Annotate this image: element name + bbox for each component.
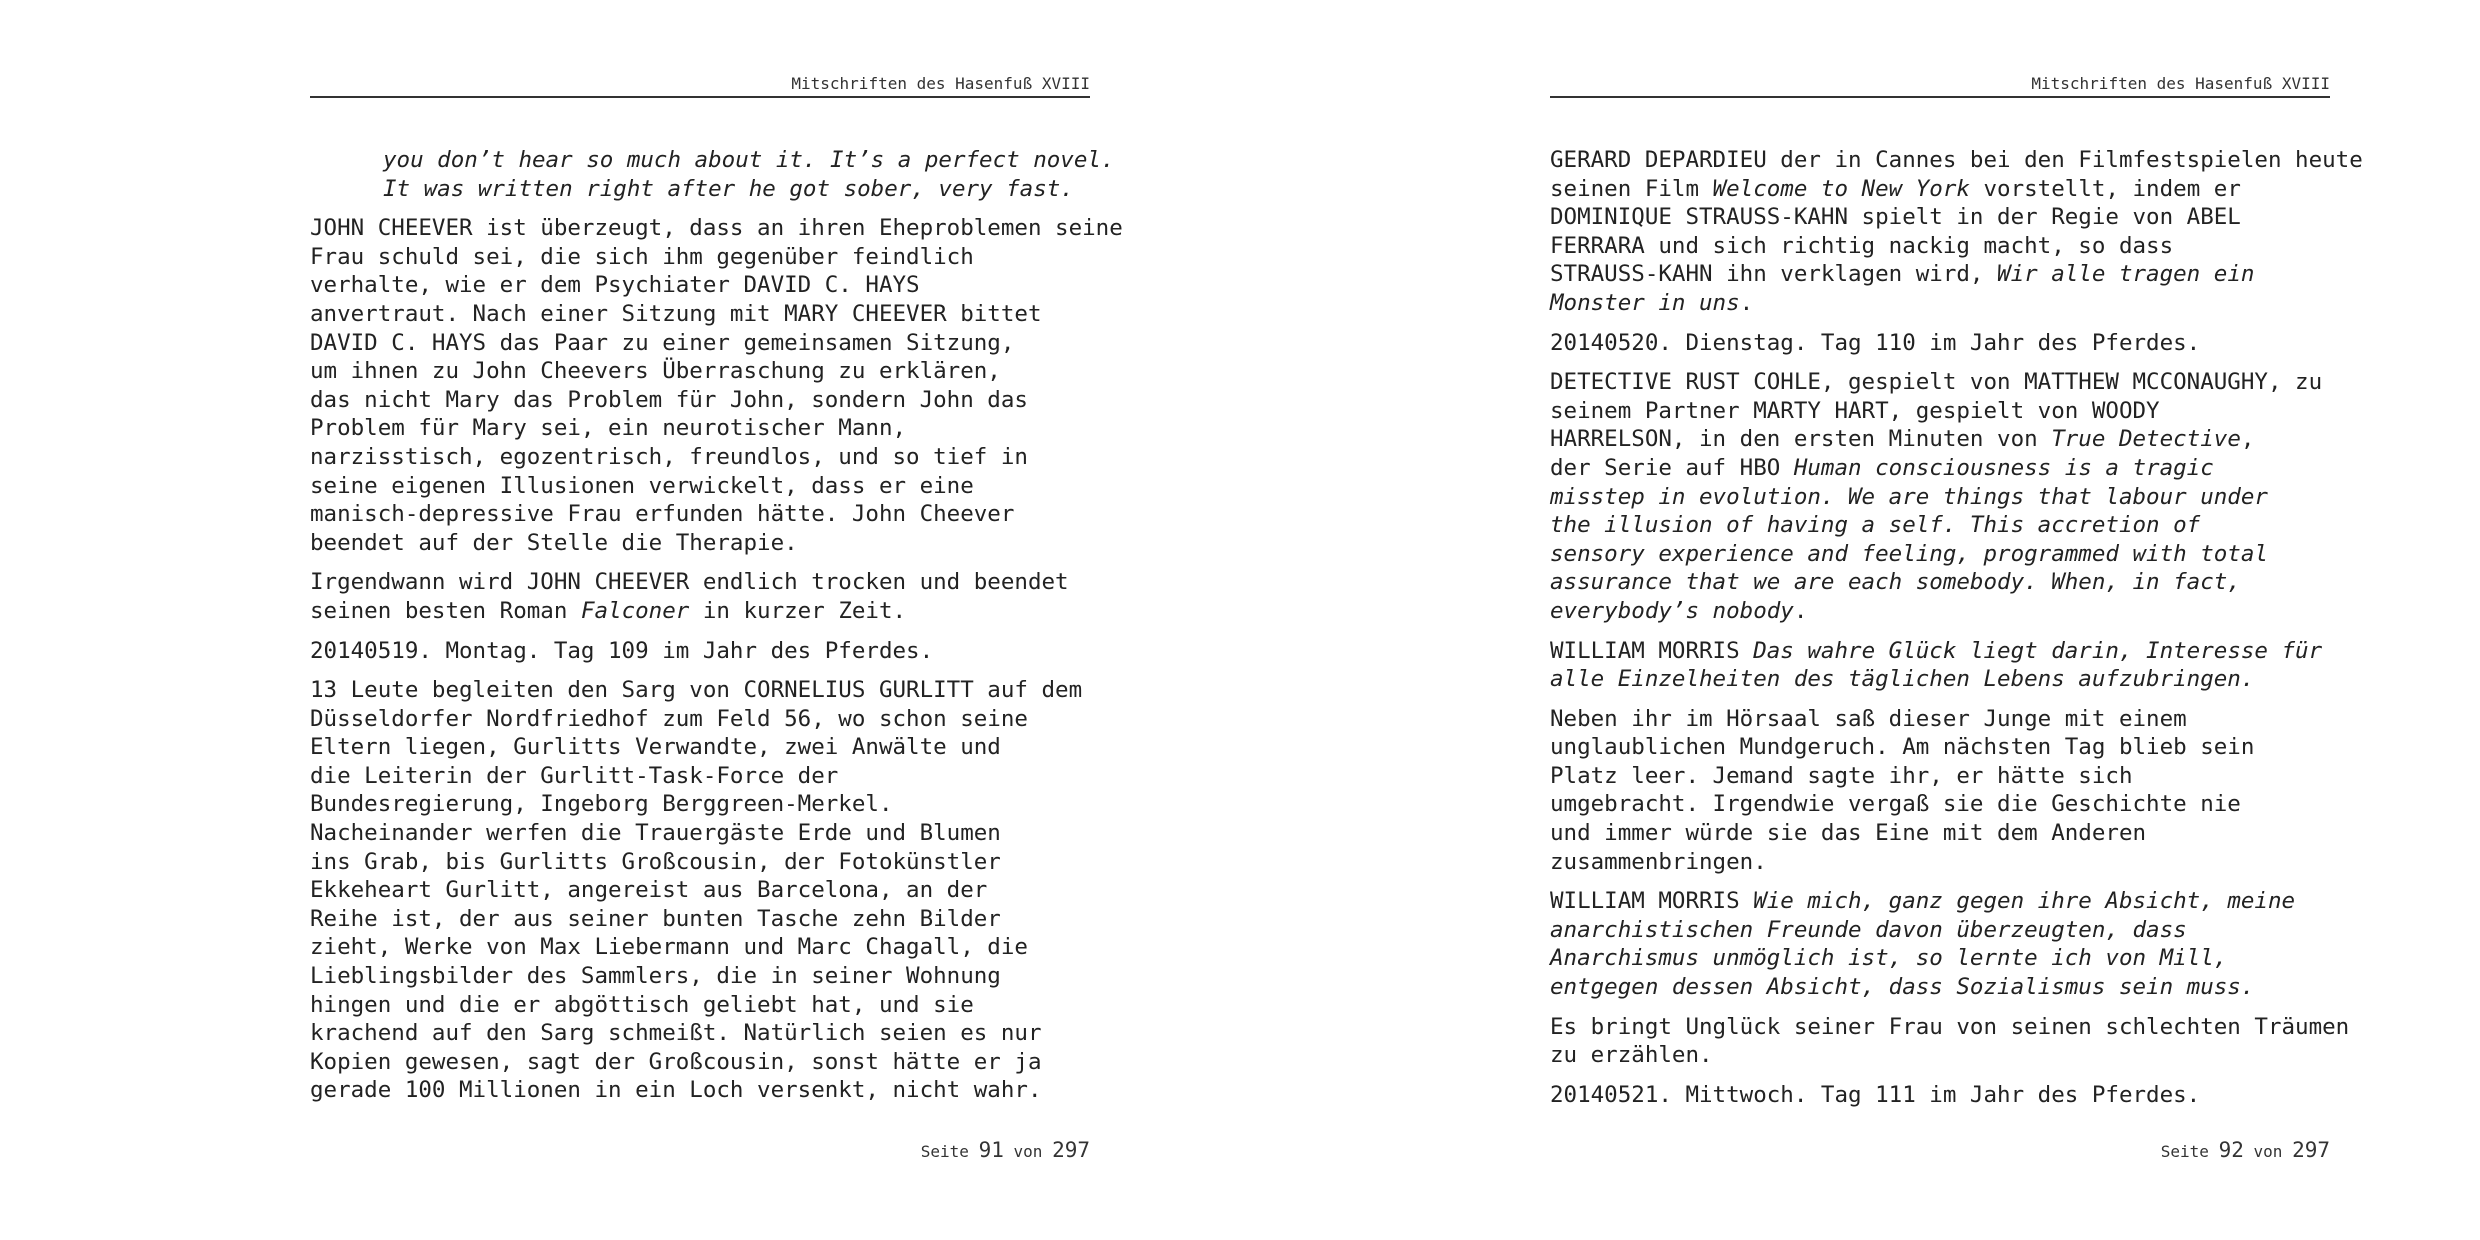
- text-line: zusammenbringen.: [1550, 848, 1767, 875]
- paragraph-cheever-falconer: [310, 568, 1090, 625]
- text-line: [1550, 260, 2330, 289]
- text-segment: .: [1793, 597, 1808, 624]
- paragraph-true-detective: [1550, 368, 2330, 625]
- text-line: [1550, 597, 2330, 626]
- text-segment: ,: [2240, 426, 2255, 453]
- quote-segment: Wie mich, ganz gegen ihre Absicht, meine: [1753, 888, 2296, 915]
- text-line: Reihe ist, der aus seiner bunten Tasche zehn Bilder: [310, 905, 1001, 932]
- text-line: 20140519. Montag. Tag 109 im Jahr des Pferdes.: [310, 637, 934, 664]
- book-title: Falconer: [580, 597, 690, 624]
- page-number-total: 297: [2292, 1138, 2330, 1162]
- text-line: the illusion of having a self. This accretion of: [1550, 512, 2201, 539]
- text-line: entgegen dessen Absicht, dass Sozialismus sein muss.: [1550, 974, 2255, 1001]
- text-line: DAVID C. HAYS das Paar zu einer gemeinsamen Sitzung,: [310, 329, 1015, 356]
- quote-segment: everybody’s nobody: [1550, 597, 1794, 624]
- text-line: you don’t hear so much about it. It’s a perfect novel.: [383, 147, 1115, 173]
- text-line: Frau schuld sei, die sich ihm gegenüber feindlich: [310, 243, 974, 270]
- text-line: [1550, 887, 2330, 916]
- text-segment: HARRELSON, in den ersten Minuten von: [1550, 426, 2052, 453]
- text-line: hingen und die er abgöttisch geliebt hat, und sie: [310, 991, 974, 1018]
- text-line: Ekkeheart Gurlitt, angereist aus Barcelona, an der: [310, 877, 988, 904]
- text-line: sensory experience and feeling, programmed with total: [1550, 540, 2268, 567]
- text-line: 20140521. Mittwoch. Tag 111 im Jahr des Pferdes.: [1550, 1081, 2201, 1108]
- text-line: ins Grab, bis Gurlitts Großcousin, der Fotokünstler: [310, 848, 1001, 875]
- quote-segment: Das wahre Glück liegt darin, Interesse für: [1753, 637, 2323, 664]
- text-line: gerade 100 Millionen in ein Loch versenkt, nicht wahr.: [310, 1077, 1042, 1104]
- page-number-current: 92: [2218, 1138, 2244, 1162]
- text-line: unglaublichen Mundgeruch. Am nächsten Tag blieb sein: [1550, 734, 2255, 761]
- date-heading: [1550, 1081, 2330, 1110]
- page-body: [1550, 146, 2363, 1120]
- text-line: Irgendwann wird JOHN CHEEVER endlich trocken und beendet: [310, 569, 1069, 596]
- text-line: Neben ihr im Hörsaal saß dieser Junge mit einem: [1550, 705, 2187, 732]
- text-line: seine eigenen Illusionen verwickelt, dass er eine: [310, 472, 974, 499]
- text-line: JOHN CHEEVER ist überzeugt, dass an ihren Eheproblemen seine: [310, 215, 1123, 242]
- text-line: Problem für Mary sei, ein neurotischer Mann,: [310, 415, 907, 442]
- running-head: [310, 74, 1090, 98]
- text-line: anarchistischen Freunde davon überzeugten, dass: [1550, 916, 2187, 943]
- running-head-text: Mitschriften des Hasenfuß XVIII: [791, 74, 1090, 93]
- text-segment: vorstellt, indem er: [1969, 175, 2241, 202]
- paragraph-continued-quote: [310, 146, 1115, 203]
- text-line: Nacheinander werfen die Trauergäste Erde und Blumen: [310, 820, 1001, 847]
- page-body: [310, 146, 1123, 1116]
- film-title: Welcome to New York: [1712, 175, 1970, 202]
- text-line: It was written right after he got sober, very fast.: [383, 175, 1074, 202]
- left-page: [310, 0, 1123, 1240]
- text-line: seinem Partner MARTY HART, gespielt von WOODY: [1550, 397, 2160, 424]
- text-line: narzisstisch, egozentrisch, freundlos, und so tief in: [310, 443, 1028, 470]
- text-line: manisch-depressive Frau erfunden hätte. John Cheever: [310, 501, 1015, 528]
- text-line: alle Einzelheiten des täglichen Lebens aufzubringen.: [1550, 666, 2255, 693]
- right-page: [1550, 0, 2363, 1240]
- date-heading: [1550, 329, 2330, 358]
- text-line: Düsseldorfer Nordfriedhof zum Feld 56, wo schon seine: [310, 705, 1028, 732]
- paragraph-morris-mill: [1550, 887, 2330, 1001]
- text-line: misstep in evolution. We are things that labour under: [1550, 483, 2268, 510]
- paragraph-cheever-therapy: [310, 214, 1123, 557]
- text-line: zieht, Werke von Max Liebermann und Marc Chagall, die: [310, 934, 1028, 961]
- text-line: Bundesregierung, Ingeborg Berggreen-Merkel.: [310, 791, 893, 818]
- text-line: [1550, 175, 2330, 204]
- text-line: Kopien gewesen, sagt der Großcousin, sonst hätte er ja: [310, 1048, 1042, 1075]
- text-segment: WILLIAM MORRIS: [1550, 637, 1754, 664]
- page-number-of: von: [1013, 1142, 1043, 1161]
- text-line: krachend auf den Sarg schmeißt. Natürlich seien es nur: [310, 1020, 1042, 1047]
- text-segment: WILLIAM MORRIS: [1550, 888, 1754, 915]
- text-line: 20140520. Dienstag. Tag 110 im Jahr des Pferdes.: [1550, 329, 2201, 356]
- page-number-label: Seite: [2160, 1142, 2209, 1161]
- text-line: Eltern liegen, Gurlitts Verwandte, zwei Anwälte und: [310, 734, 1001, 761]
- text-line: umgebracht. Irgendwie vergaß sie die Geschichte nie: [1550, 791, 2241, 818]
- text-line: GERARD DEPARDIEU der in Cannes bei den Filmfestspielen heute: [1550, 147, 2363, 173]
- text-line: Platz leer. Jemand sagte ihr, er hätte sich: [1550, 762, 2133, 789]
- text-segment: in kurzer Zeit.: [689, 597, 907, 624]
- text-line: FERRARA und sich richtig nackig macht, so dass: [1550, 232, 2174, 259]
- page-number: [921, 1138, 1090, 1162]
- text-line: [1550, 637, 2330, 666]
- text-line: zu erzählen.: [1550, 1042, 1713, 1069]
- paragraph-gurlitt-funeral: [310, 676, 1090, 1105]
- page-number: [2161, 1138, 2330, 1162]
- text-line: Anarchismus unmöglich ist, so lernte ich von Mill,: [1550, 945, 2228, 972]
- text-segment: seinen besten Roman: [310, 597, 581, 624]
- text-line: die Leiterin der Gurlitt-Task-Force der: [310, 762, 839, 789]
- text-line: verhalte, wie er dem Psychiater DAVID C. HAYS: [310, 272, 920, 299]
- series-title: True Detective: [2051, 426, 2241, 453]
- paragraph-morris-glueck: [1550, 637, 2330, 694]
- text-line: 13 Leute begleiten den Sarg von CORNELIUS GURLITT auf dem: [310, 677, 1083, 704]
- page-number-current: 91: [978, 1138, 1004, 1162]
- text-line: anvertraut. Nach einer Sitzung mit MARY CHEEVER bittet: [310, 300, 1042, 327]
- text-line: das nicht Mary das Problem für John, sondern John das: [310, 386, 1028, 413]
- text-line: [1550, 425, 2330, 454]
- text-line: Lieblingsbilder des Sammlers, die in seiner Wohnung: [310, 963, 1001, 990]
- paragraph-hoersaal: [1550, 705, 2330, 877]
- quote-segment: Human consciousness is a tragic: [1793, 454, 2214, 481]
- text-line: [310, 597, 1090, 626]
- text-line: beendet auf der Stelle die Therapie.: [310, 529, 798, 556]
- text-segment: der Serie auf HBO: [1550, 454, 1794, 481]
- paragraph-traeume: [1550, 1013, 2350, 1070]
- quote-segment: Wir alle tragen ein: [1997, 261, 2255, 288]
- text-line: Es bringt Unglück seiner Frau von seinen schlechten Träumen: [1550, 1013, 2350, 1040]
- text-line: DETECTIVE RUST COHLE, gespielt von MATTHEW MCCONAUGHY, zu: [1550, 369, 2323, 396]
- page-number-of: von: [2253, 1142, 2283, 1161]
- date-heading: [310, 637, 1090, 666]
- text-line: und immer würde sie das Eine mit dem Anderen: [1550, 820, 2147, 847]
- running-head: [1550, 74, 2330, 98]
- page-number-total: 297: [1052, 1138, 1090, 1162]
- text-segment: STRAUSS-KAHN ihn verklagen wird,: [1550, 261, 1998, 288]
- quote-segment: Monster in uns: [1550, 289, 1740, 316]
- text-line: [1550, 289, 2330, 318]
- text-line: assurance that we are each somebody. When, in fact,: [1550, 569, 2241, 596]
- text-segment: .: [1739, 289, 1754, 316]
- page-number-label: Seite: [920, 1142, 969, 1161]
- running-head-text: Mitschriften des Hasenfuß XVIII: [2031, 74, 2330, 93]
- text-line: DOMINIQUE STRAUSS-KAHN spielt in der Regie von ABEL: [1550, 204, 2241, 231]
- text-line: um ihnen zu John Cheevers Überraschung zu erklären,: [310, 358, 1001, 385]
- paragraph-depardieu: [1550, 146, 2363, 318]
- text-line: [1550, 454, 2330, 483]
- text-segment: seinen Film: [1550, 175, 1713, 202]
